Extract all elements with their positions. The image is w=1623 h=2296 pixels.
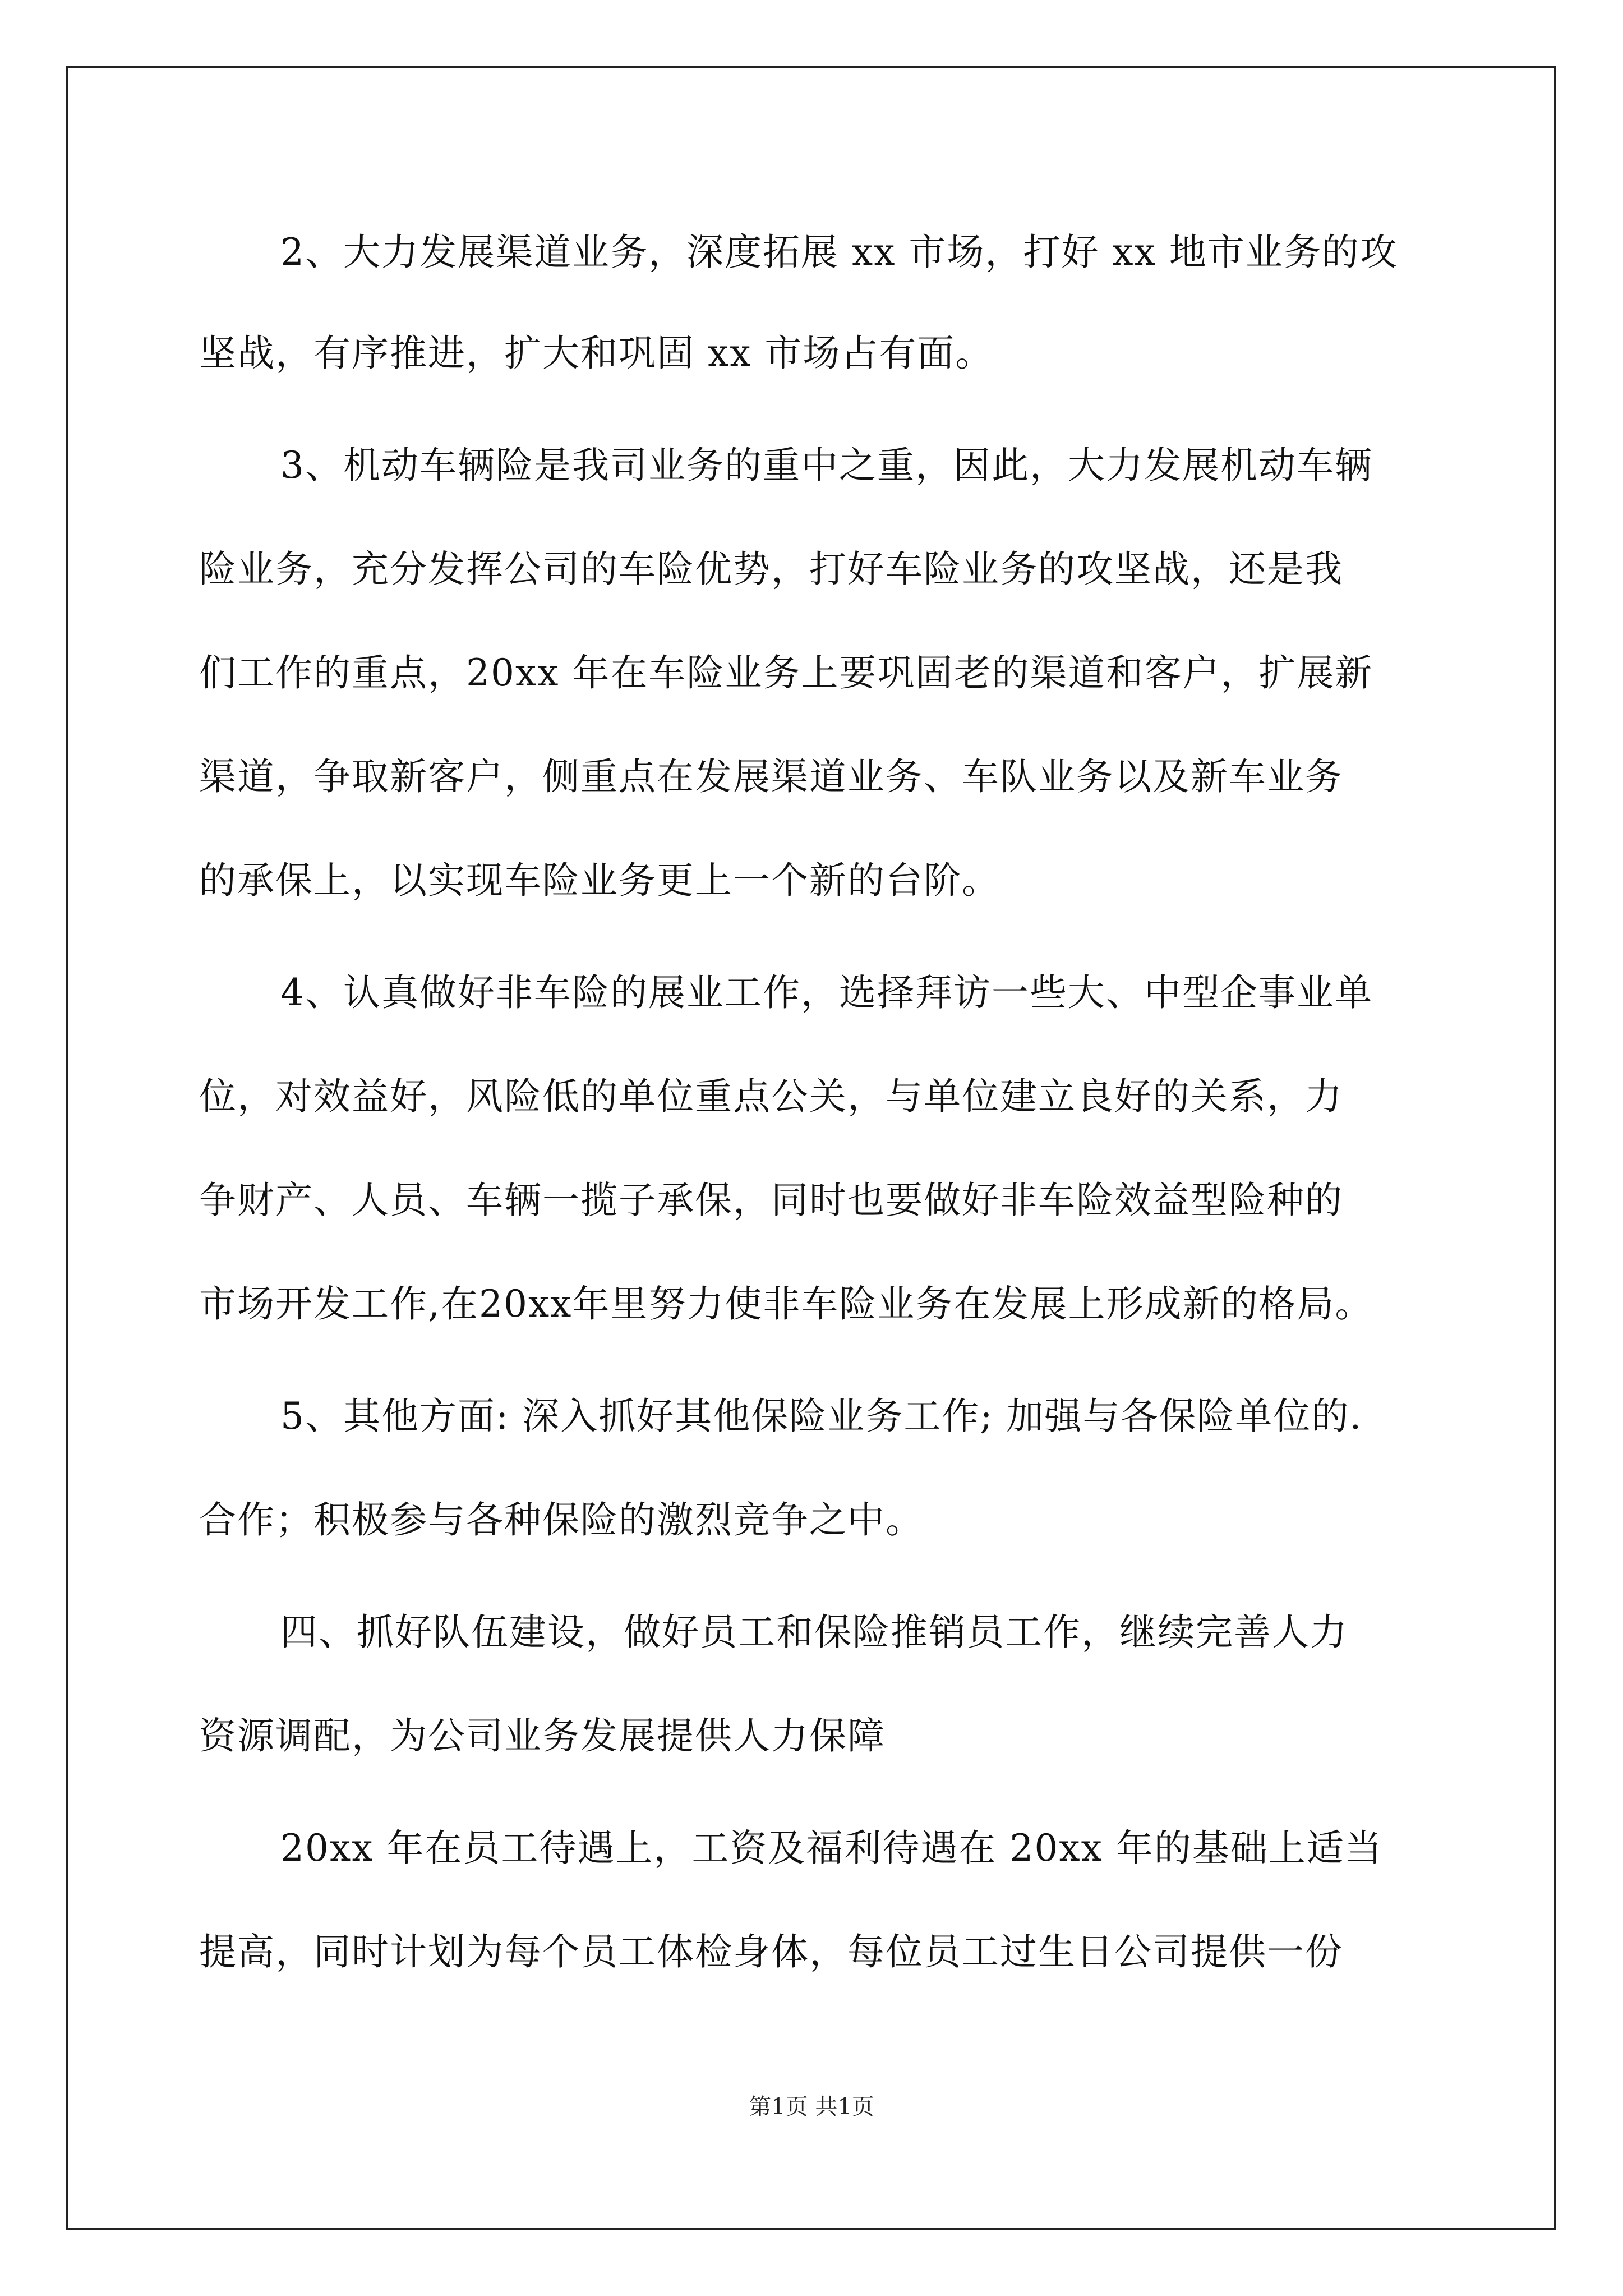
section-4-heading-line-2: 资源调配，为公司业务发展提供人力保障: [199, 1714, 886, 1757]
paragraph-3-line-4: 渠道，争取新客户，侧重点在发展渠道业务、车队业务以及新车业务: [199, 755, 1343, 798]
section-4-heading-line-1: 四、抓好队伍建设，做好员工和保险推销员工作，继续完善人力: [280, 1611, 1348, 1654]
paragraph-6-line-2: 提高，同时计划为每个员工体检身体，每位员工过生日公司提供一份: [199, 1930, 1343, 1973]
paragraph-3-line-1: 3、机动车辆险是我司业务的重中之重，因此，大力发展机动车辆: [280, 444, 1373, 487]
page-border: [66, 66, 1556, 2230]
paragraph-4-line-3: 争财产、人员、车辆一揽子承保，同时也要做好非车险效益型险种的: [199, 1179, 1343, 1222]
paragraph-4-line-2: 位，对效益好，风险低的单位重点公关，与单位建立良好的关系，力: [199, 1075, 1343, 1118]
paragraph-5-line-2: 合作；积极参与各种保险的激烈竞争之中。: [199, 1498, 924, 1542]
paragraph-3-line-3: 们工作的重点，20xx 年在车险业务上要巩固老的渠道和客户，扩展新: [199, 651, 1373, 694]
paragraph-2-line-2: 坚战，有序推进，扩大和巩固 xx 市场占有面。: [199, 332, 994, 375]
paragraph-4-line-1: 4、认真做好非车险的展业工作，选择拜访一些大、中型企事业单: [280, 971, 1373, 1014]
paragraph-5-line-1: 5、其他方面: 深入抓好其他保险业务工作; 加强与各保险单位的.: [280, 1395, 1363, 1438]
paragraph-6-line-1: 20xx 年在员工待遇上，工资及福利待遇在 20xx 年的基础上适当: [280, 1826, 1383, 1870]
paragraph-3-line-2: 险业务，充分发挥公司的车险优势，打好车险业务的攻坚战，还是我: [199, 547, 1343, 591]
page-footer: 第1页 共1页: [749, 2094, 874, 2120]
paragraph-3-line-5: 的承保上，以实现车险业务更上一个新的台阶。: [199, 859, 1000, 902]
paragraph-4-line-4: 市场开发工作,在20xx年里努力使非车险业务在发展上形成新的格局。: [199, 1282, 1373, 1326]
paragraph-2-line-1: 2、大力发展渠道业务，深度拓展 xx 市场，打好 xx 地市业务的攻: [280, 231, 1398, 274]
